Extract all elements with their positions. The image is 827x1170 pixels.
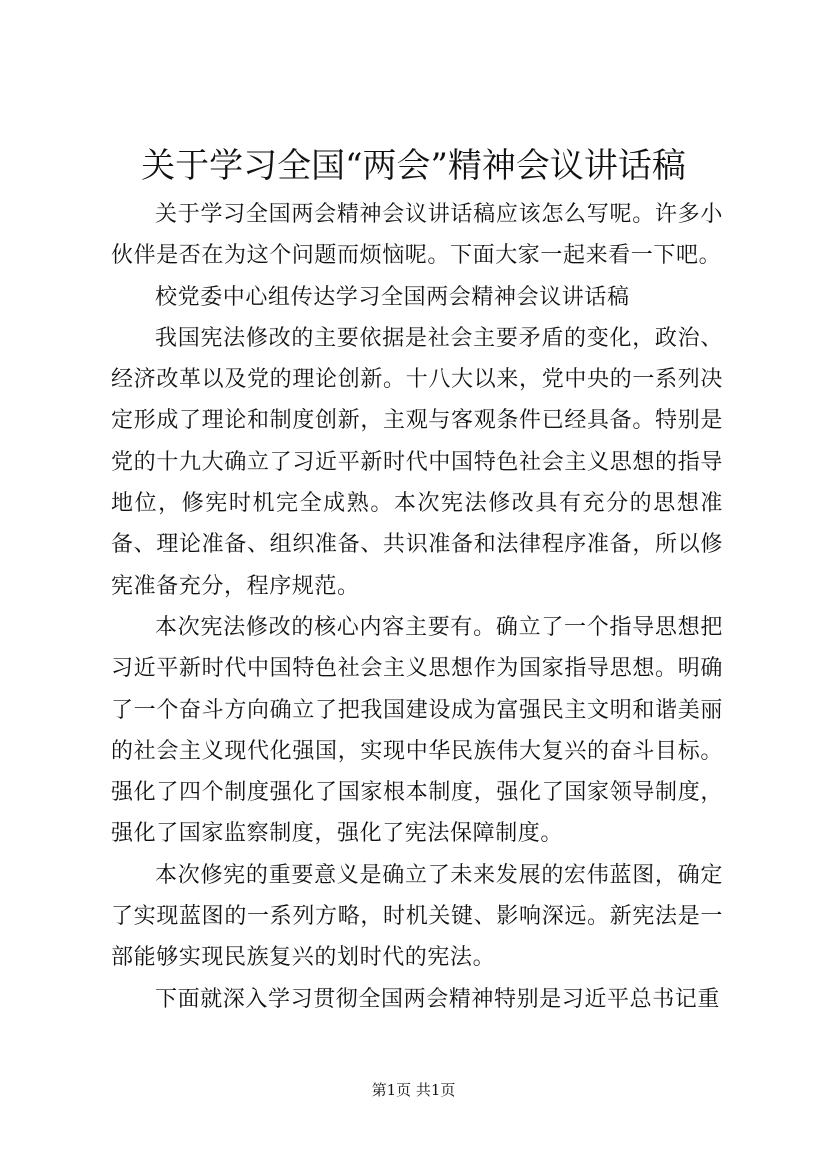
paragraph-continuation: 下面就深入学习贯彻全国两会精神特别是习近平总书记重 (155, 986, 721, 1012)
paragraph-basis: 我国宪法修改的主要依据是社会主要矛盾的变化，政治、经济改革以及党的理论创新。十八大以来，党中央的一系列决定形成了理论和制度创新，主观与客观条件已经具备。特别是党的十九大确立了习近平新时代中国特色社会主义思想的指导地位，修宪时机完全成熟。本次宪法修改具有充分的思想准备、理论准备、组织准备、共识准备和法律程序准备，所以修宪准备充分，程序规范。 (111, 325, 723, 599)
paragraph-core-content: 本次宪法修改的核心内容主要有。确立了一个指导思想把习近平新时代中国特色社会主义思想作为国家指导思想。明确了一个奋斗方向确立了把我国建设成为富强民主文明和谐美丽的社会主义现代化强国，实现中华民族伟大复兴的奋斗目标。强化了四个制度强化了国家根本制度，强化了国家领导制度，强化了国家监察制度，强化了宪法保障制度。 (111, 614, 723, 847)
paragraph-subtitle: 校党委中心组传达学习全国两会精神会议讲话稿 (155, 284, 630, 310)
paragraph-intro: 关于学习全国两会精神会议讲话稿应该怎么写呢。许多小伙伴是否在为这个问题而烦恼呢。下面大家一起来看一下吧。 (111, 202, 723, 269)
document-body (111, 194, 723, 1020)
page-footer: 第1页 共1页 (371, 1081, 456, 1099)
paragraph-significance: 本次修宪的重要意义是确立了未来发展的宏伟蓝图，确定了实现蓝图的一系列方略，时机关键、影响深远。新宪法是一部能够实现民族复兴的划时代的宪法。 (111, 862, 723, 971)
document-title: 关于学习全国“两会”精神会议讲话稿 (141, 146, 686, 186)
